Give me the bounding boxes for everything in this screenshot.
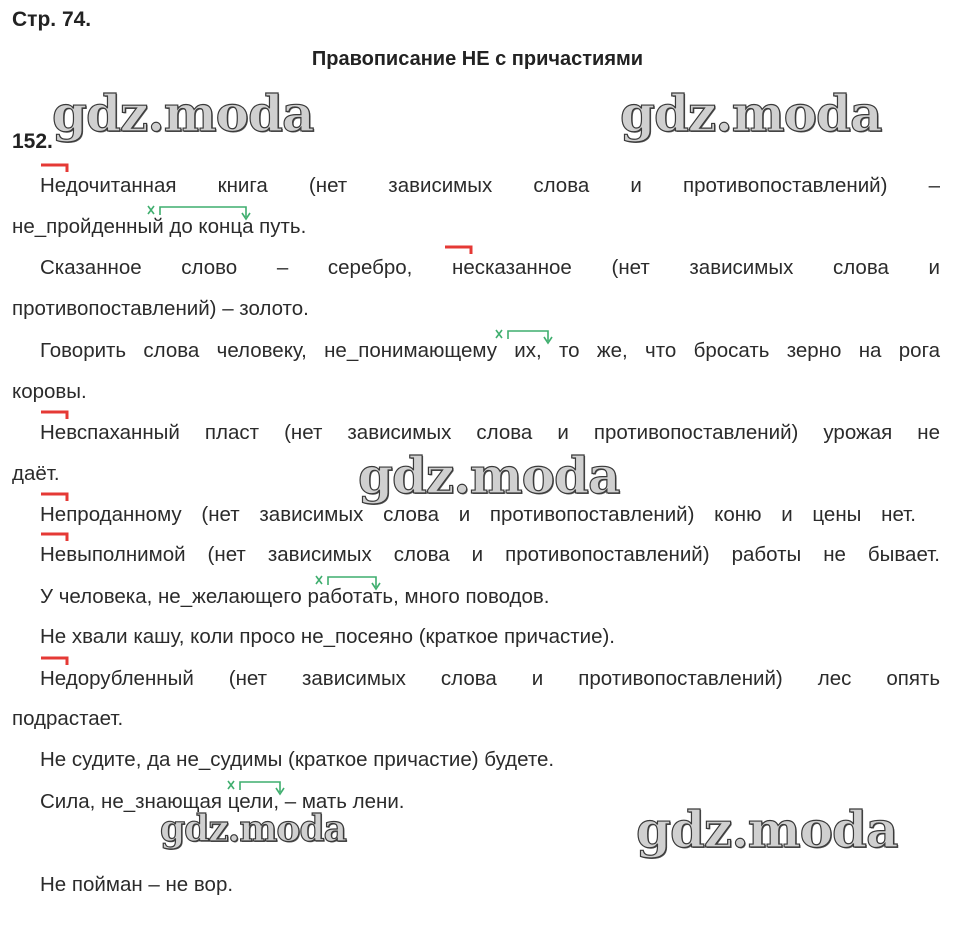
sentence-line: Не пойман – не вор. bbox=[40, 873, 234, 896]
dependency-arrow-icon bbox=[314, 573, 386, 591]
dependency-arrow-icon bbox=[494, 327, 558, 345]
prefix-mark-icon bbox=[444, 245, 474, 255]
dependency-arrow-icon bbox=[146, 203, 256, 221]
page-title: Правописание НЕ с причастиями bbox=[311, 48, 644, 70]
watermark: gdz.moda bbox=[636, 800, 898, 859]
sentence-line: противопоставлений) – золото. bbox=[12, 297, 309, 320]
sentence-line: подрастает. bbox=[12, 707, 124, 730]
sentence-line: Непроданному (нет зависимых слова и противопоставлений) коню и цены нет. bbox=[40, 503, 916, 526]
watermark: gdz.moda bbox=[160, 808, 346, 850]
sentence-line: Говорить слова человеку, не_понимающему их, то же, что бросать зерно на рога bbox=[40, 339, 940, 362]
sentence-line: Невспаханный пласт (нет зависимых слова и противопоставлений) урожая не bbox=[40, 421, 940, 444]
sentence-line: Сила, не_знающая цели, – мать лени. bbox=[40, 790, 405, 813]
prefix-mark-icon bbox=[40, 492, 70, 502]
page-number: Стр. 74. bbox=[12, 8, 92, 31]
prefix-mark-icon bbox=[40, 410, 70, 420]
sentence-line: коровы. bbox=[12, 380, 87, 403]
dependency-arrow-icon bbox=[226, 778, 290, 796]
sentence-line: Не судите, да не_судимы (краткое причастие) будете. bbox=[40, 748, 555, 771]
exercise-number: 152. bbox=[12, 130, 53, 153]
prefix-mark-icon bbox=[40, 656, 70, 666]
watermark: gdz.moda bbox=[52, 84, 314, 143]
sentence-line: Сказанное слово – серебро, несказанное (нет зависимых слова и bbox=[40, 256, 940, 279]
sentence-line: даёт. bbox=[12, 462, 60, 485]
sentence-line: Не хвали кашу, коли просо не_посеяно (краткое причастие). bbox=[40, 625, 615, 648]
prefix-mark-icon bbox=[40, 163, 70, 173]
sentence-line: У человека, не_желающего работать, много поводов. bbox=[40, 585, 550, 608]
prefix-mark-icon bbox=[40, 532, 70, 542]
sentence-line: Недочитанная книга (нет зависимых слова и противопоставлений) – bbox=[40, 174, 940, 197]
watermark: gdz.moda bbox=[620, 84, 882, 143]
watermark: gdz.moda bbox=[358, 446, 620, 505]
sentence-line: не_пройденный до конца путь. bbox=[12, 215, 307, 238]
sentence-line: Недорубленный (нет зависимых слова и противопоставлений) лес опять bbox=[40, 667, 940, 690]
sentence-line: Невыполнимой (нет зависимых слова и противопоставлений) работы не бывает. bbox=[40, 543, 940, 566]
